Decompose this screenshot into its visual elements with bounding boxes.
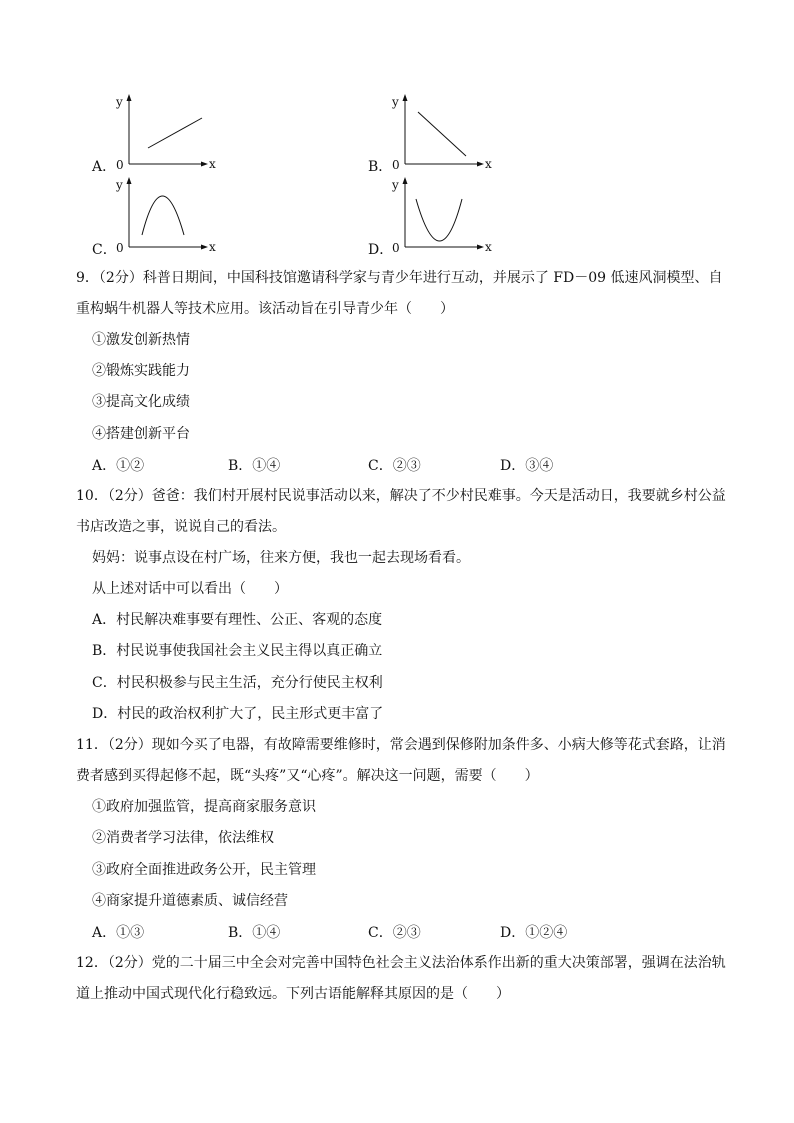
- q10-stem-line-2: 书店改造之事，说说自己的看法。: [76, 519, 286, 535]
- q11-item-2: ②消费者学习法律，依法维权: [92, 830, 274, 846]
- q9-choice-d[interactable]: D．③④: [500, 458, 554, 474]
- q11-item-4: ④商家提升道德素质、诚信经营: [92, 893, 288, 909]
- q12-stem-line-1: 12．（2分）党的二十届三中全会对完善中国特色社会主义法治体系作出新的重大决策部署，强调在法治轨: [76, 955, 726, 971]
- graph-a-rising-line: [112, 92, 222, 172]
- q10-option-d[interactable]: D．村民的政治权利扩大了，民主形式更丰富了: [92, 706, 384, 722]
- q9-choice-c[interactable]: C．②③: [368, 458, 421, 474]
- q9-stem-line-2: 重构蜗牛机器人等技术应用。该活动旨在引导青少年（ ）: [76, 301, 454, 317]
- q11-choice-c[interactable]: C．②③: [368, 925, 421, 941]
- option-a-label: A．: [92, 159, 117, 175]
- q10-option-a[interactable]: A．村民解决难事要有理性、公正、客观的态度: [92, 612, 383, 628]
- q10-stem-line-1: 10．（2分）爸爸：我们村开展村民说事活动以来，解决了不少村民难事。今天是活动日，我要就乡村公益: [76, 488, 726, 504]
- graph-c-downward-parabola: [112, 175, 222, 255]
- q11-choice-a[interactable]: A．①③: [92, 925, 145, 941]
- q9-stem-line-1: 9．（2分）科普日期间，中国科技馆邀请科学家与青少年进行互动，并展示了 FD－09 低速风洞模型、自: [76, 270, 723, 286]
- graph-d-upward-parabola: [388, 175, 498, 255]
- q11-choice-d[interactable]: D．①②④: [500, 925, 568, 941]
- x-axis-label: x: [209, 157, 216, 171]
- x-axis-label: x: [209, 240, 216, 254]
- y-axis-label: y: [116, 178, 123, 192]
- graph-b-falling-line: [388, 92, 498, 172]
- option-b-label: B．: [368, 159, 393, 175]
- x-axis-label: x: [485, 240, 492, 254]
- q11-item-1: ①政府加强监管，提高商家服务意识: [92, 799, 316, 815]
- q11-choice-b[interactable]: B．①④: [228, 925, 281, 941]
- q9-choice-a[interactable]: A．①②: [92, 458, 145, 474]
- option-d-label: D．: [368, 242, 394, 258]
- option-c-label: C．: [92, 242, 117, 258]
- q9-item-1: ①激发创新热情: [92, 332, 190, 348]
- q11-item-3: ③政府全面推进政务公开，民主管理: [92, 862, 316, 878]
- q10-option-c[interactable]: C．村民积极参与民主生活，充分行使民主权利: [92, 675, 383, 691]
- q11-stem-line-2: 费者感到买得起修不起，既“头疼”又“心疼”。解决这一问题，需要（ ）: [76, 768, 539, 784]
- q10-stem-line-3: 妈妈：说事点设在村广场，往来方便，我也一起去现场看看。: [92, 550, 470, 566]
- q9-item-4: ④搭建创新平台: [92, 426, 190, 442]
- q9-item-2: ②锻炼实践能力: [92, 363, 190, 379]
- origin-label: 0: [116, 241, 124, 255]
- origin-label: 0: [392, 241, 400, 255]
- origin-label: 0: [392, 158, 400, 172]
- q12-stem-line-2: 道上推动中国式现代化行稳致远。下列古语能解释其原因的是（ ）: [76, 986, 510, 1002]
- q10-stem-line-4: 从上述对话中可以看出（ ）: [92, 581, 288, 597]
- q10-option-b[interactable]: B．村民说事使我国社会主义民主得以真正确立: [92, 643, 383, 659]
- q9-choice-b[interactable]: B．①④: [228, 458, 281, 474]
- y-axis-label: y: [116, 95, 123, 109]
- q11-stem-line-1: 11．（2分）现如今买了电器，有故障需要维修时，常会遇到保修附加条件多、小病大修等花式套路，让消: [76, 737, 726, 753]
- y-axis-label: y: [392, 95, 399, 109]
- q9-item-3: ③提高文化成绩: [92, 394, 190, 410]
- x-axis-label: x: [485, 157, 492, 171]
- y-axis-label: y: [392, 178, 399, 192]
- origin-label: 0: [116, 158, 124, 172]
